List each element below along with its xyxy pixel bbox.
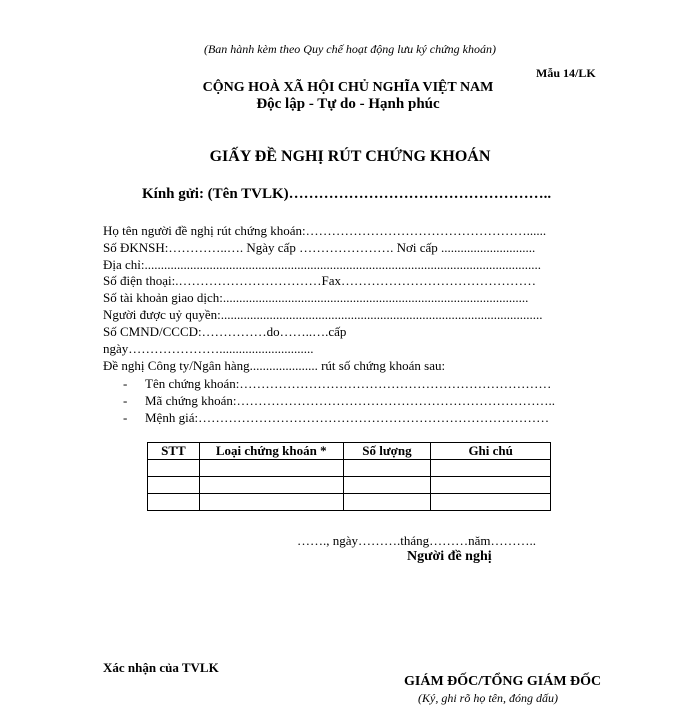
bullet-text: Tên chứng khoán:……………………………………………………………… — [145, 376, 552, 391]
bullet-text: Mã chứng khoán:……………………………………………………………….. — [145, 393, 556, 408]
table-cell — [148, 460, 200, 477]
recipient-line: Kính gửi: (Tên TVLK)…………………………………………….. — [142, 186, 552, 202]
bullet-security-code — [123, 393, 598, 409]
director-signature-note: (Ký, ghi rõ họ tên, đóng dấu) — [418, 691, 558, 705]
table-row — [148, 477, 551, 494]
col-header-note: Ghi chú — [431, 443, 551, 460]
securities-table — [147, 442, 551, 511]
table-row — [148, 494, 551, 511]
col-header-security-type: Loại chứng khoán * — [199, 443, 343, 460]
country-name: CỘNG HOÀ XÃ HỘI CHỦ NGHĨA VIỆT NAM — [202, 80, 494, 95]
field-request-company: Đề nghị Công ty/Ngân hàng..................... rút số chứng khoán sau: — [103, 358, 446, 373]
field-issue-date: ngày…………………............................. — [103, 341, 314, 356]
col-header-quantity: Số lượng — [343, 443, 431, 460]
header-note: (Ban hành kèm theo Quy chế hoạt động lưu ký chứng khoán) — [203, 42, 496, 56]
table-cell — [148, 477, 200, 494]
bullet-text: Mệnh giá:……………………………………………………………………… — [145, 410, 550, 425]
date-line: ……., ngày……….tháng………năm……….. — [297, 533, 537, 548]
table-cell — [431, 494, 551, 511]
table-cell — [343, 477, 431, 494]
table-cell — [148, 494, 200, 511]
field-authorized-person: Người được uỷ quyền:................................................................................................... — [103, 307, 543, 322]
table-cell — [199, 460, 343, 477]
field-phone-fax: Số điện thoại:.……………………………Fax……………………………………… — [103, 273, 536, 288]
field-address: Địa chỉ:.......................................................................................................................... — [103, 257, 542, 272]
table-row — [148, 460, 551, 477]
table-cell — [431, 477, 551, 494]
bullet-dash: - — [123, 376, 128, 391]
bullet-security-name — [123, 376, 598, 392]
motto: Độc lập - Tự do - Hạnh phúc — [256, 96, 440, 112]
table-cell — [343, 460, 431, 477]
director-title: GIÁM ĐỐC/TỔNG GIÁM ĐỐC — [404, 674, 602, 689]
table-cell — [431, 460, 551, 477]
field-registration-number: Số ĐKNSH:…………..…. Ngày cấp …………………. Nơi cấp ............................. — [103, 240, 536, 255]
field-trading-account: Số tài khoản giao dịch:.............................................................................................. — [103, 290, 529, 305]
table-cell — [199, 477, 343, 494]
field-requester-name: Họ tên người đề nghị rút chứng khoán:……………………………………………...... — [103, 223, 547, 238]
field-id-card: Số CMND/CCCD:……………do……..….cấp — [103, 324, 347, 339]
requester-signature-label: Người đề nghị — [407, 549, 492, 564]
depository-confirmation-label: Xác nhận của TVLK — [103, 660, 219, 675]
col-header-stt: STT — [148, 443, 200, 460]
bullet-dash: - — [123, 410, 128, 425]
form-code: Mẫu 14/LK — [536, 66, 596, 80]
table-cell — [343, 494, 431, 511]
form-title: GIẤY ĐỀ NGHỊ RÚT CHỨNG KHOÁN — [209, 148, 491, 165]
table-cell — [199, 494, 343, 511]
bullet-par-value — [123, 410, 598, 426]
bullet-dash: - — [123, 393, 128, 408]
table-header-row — [148, 443, 551, 460]
